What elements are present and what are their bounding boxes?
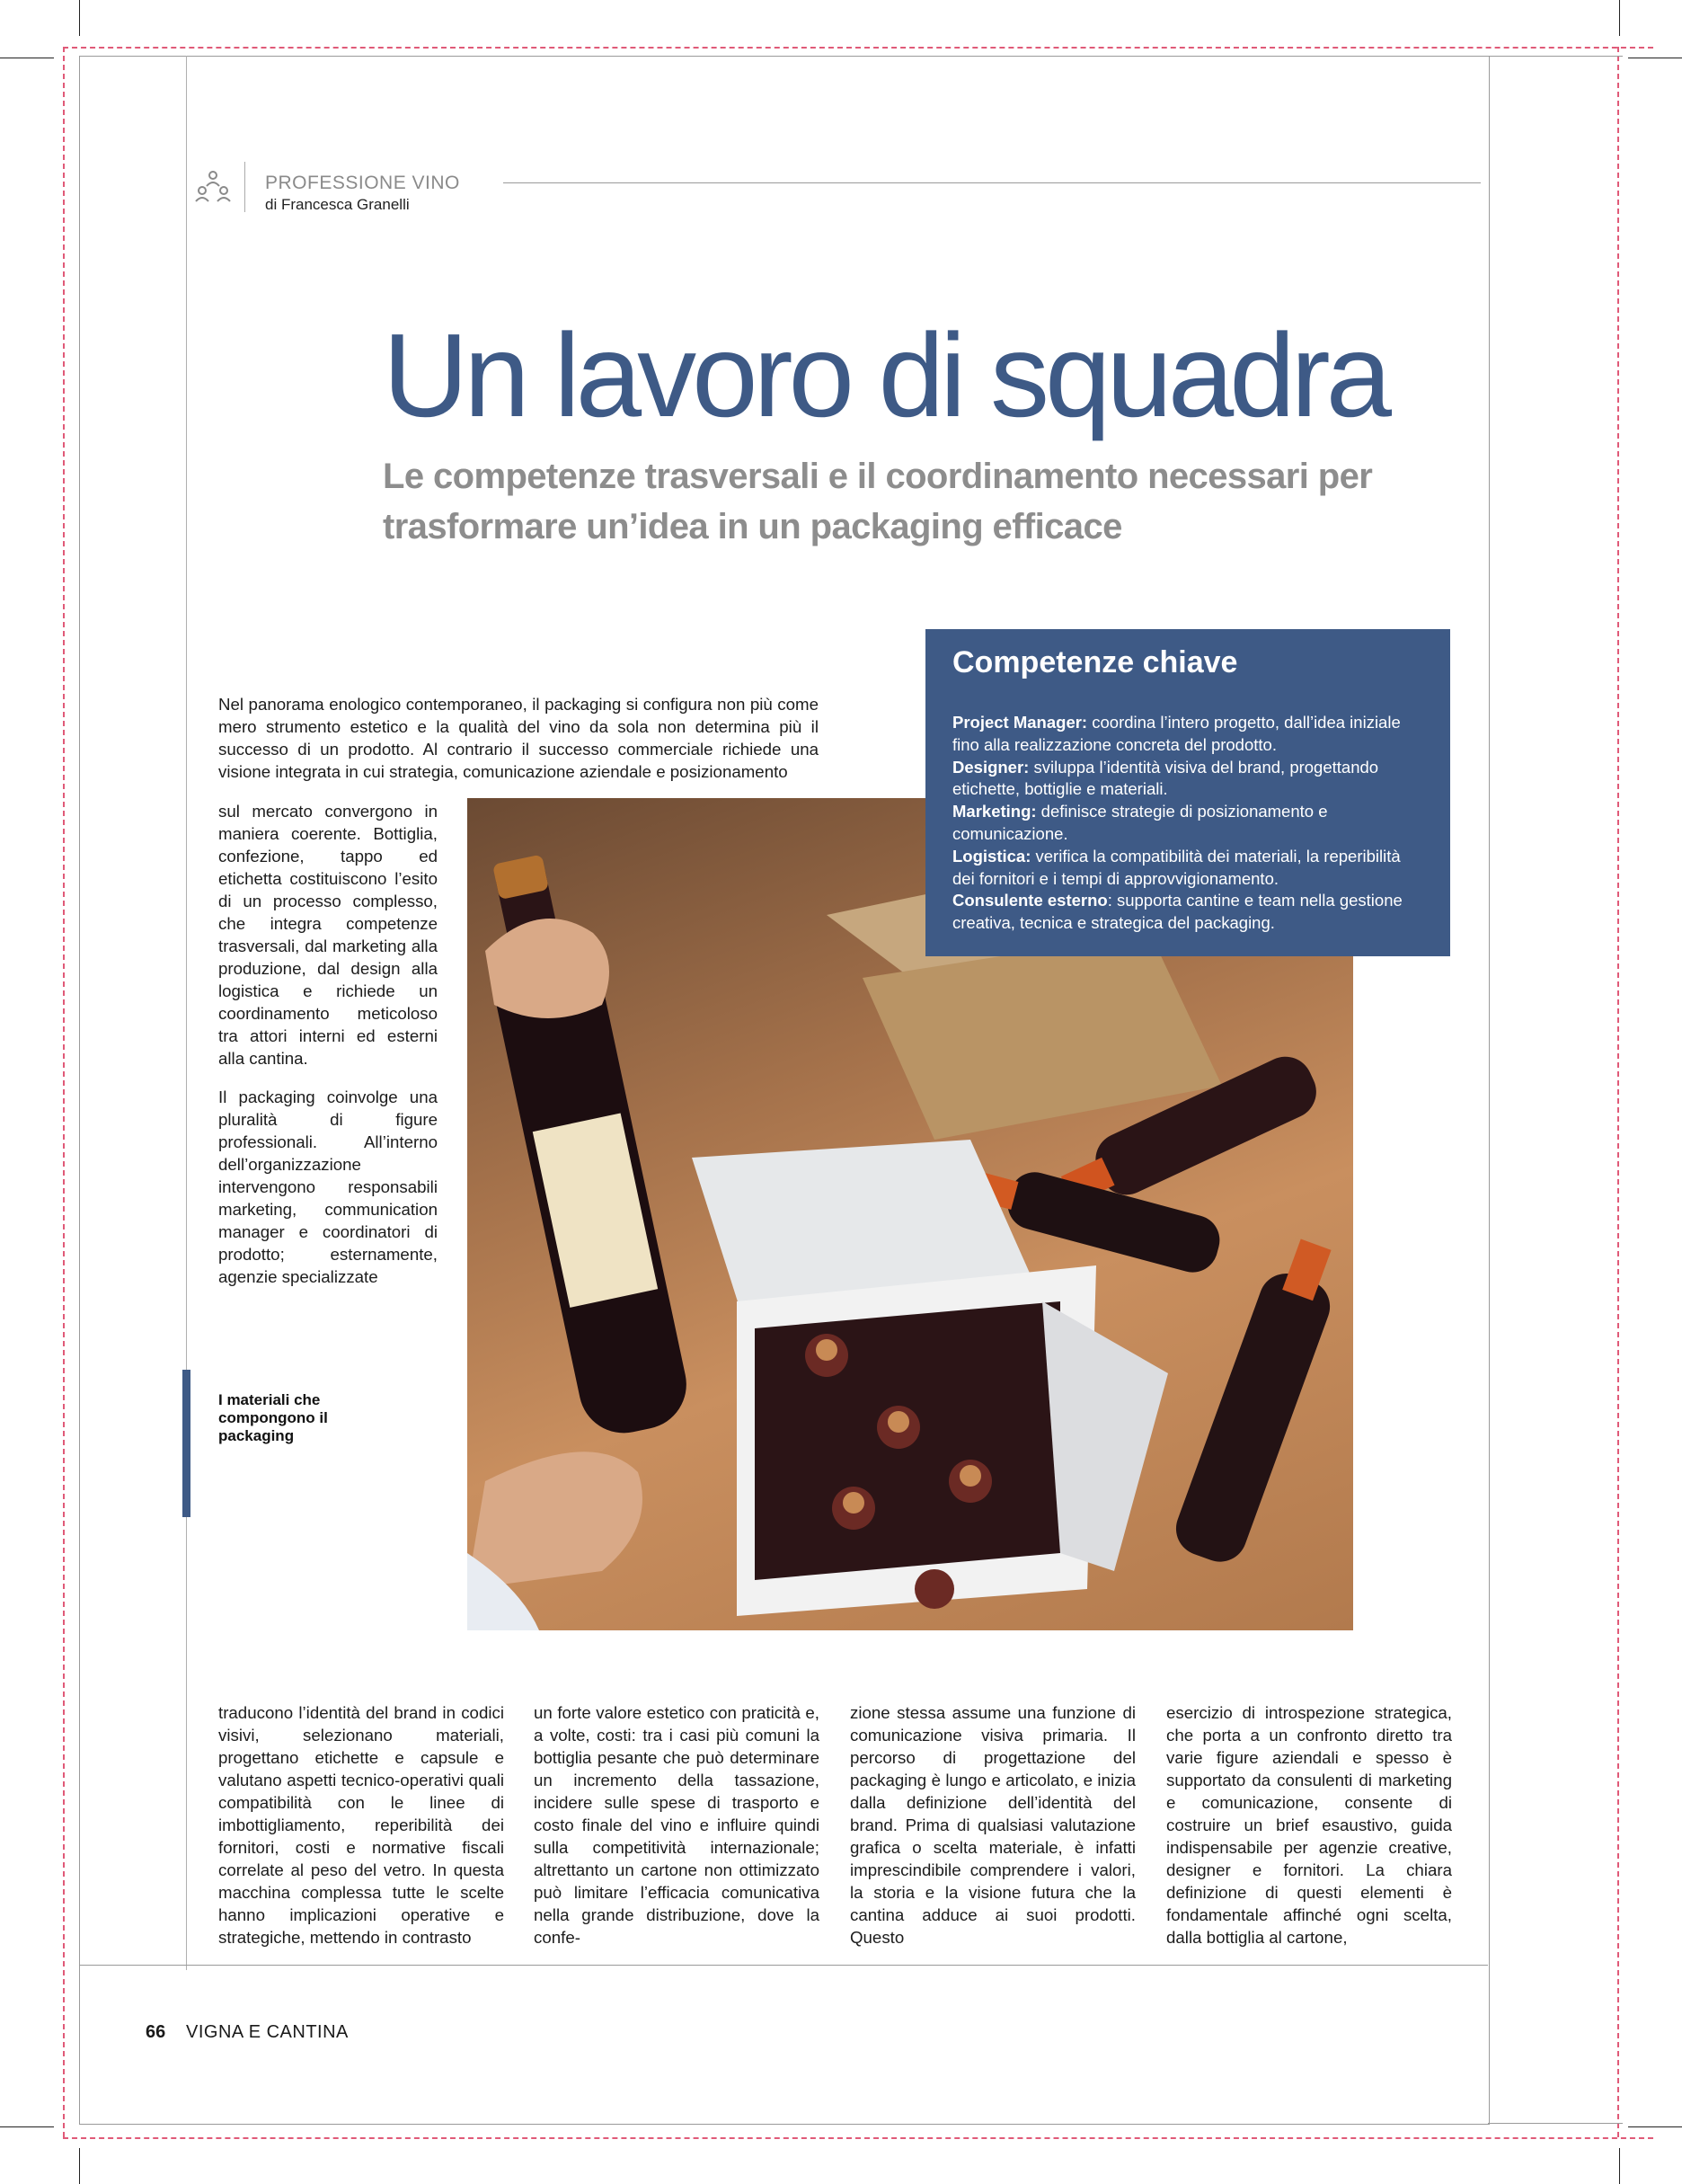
bleed-line-bottom [63, 2137, 1653, 2139]
skill-role: Logistica: [952, 846, 1031, 866]
magazine-name: VIGNA E CANTINA [186, 2022, 349, 2042]
body-column-3: zione stessa assume una funzione di comunicazione visiva primaria. Il percorso di progettazione del packaging è lungo e articolato, e inizia dalla definizione dell’identità del brand. Prima di qualsiasi valutazione grafica o scelta materiale, è infatti imprescindibile comprendere i valori, la storia e la visione futura che la cantina adduce ai suoi prodotti. Questo [850, 1703, 1136, 1947]
intro-text-2: Il packaging coinvolge una pluralità di figure professionali. All’interno dell’organizzazione intervengono responsabili marketing, communication manager e coordinatori di prodotto; esternamente, agenzie specializzate [218, 1088, 438, 1287]
skill-item [952, 757, 1427, 802]
page-rule [1488, 56, 1623, 57]
body-column-1: traducono l’identità del brand in codici visivi, selezionano materiali, progettano etichette e capsule e valutano aspetti tecnico-operativi quali compatibilità con le linee di imbottigliamento, reperibilità dei fornitori, costi e normative fiscali correlate al peso del vetro. In questa macchina complessa tutte le scelte hanno implicazioni operative e strategiche, mettendo in contrasto [218, 1703, 504, 1947]
header-rule [503, 182, 1481, 183]
article-title: Un lavoro di squadra [383, 309, 1388, 441]
skill-description: verifica la compatibilità dei materiali, la reperibilità dei fornitori e i tempi di approvvigionamento. [952, 846, 1401, 888]
intro-paragraph-continued [218, 783, 438, 1305]
page-rule [1488, 2123, 1623, 2124]
crop-mark [1619, 2148, 1620, 2184]
crop-mark [79, 0, 80, 36]
skill-item [952, 712, 1427, 757]
bleed-line-top [63, 47, 1653, 49]
header-divider [244, 162, 245, 212]
team-people-icon [194, 169, 232, 205]
skill-item [952, 846, 1427, 891]
skill-role: Consulente esterno [952, 891, 1108, 910]
key-skills-list [952, 712, 1427, 935]
author-byline: di Francesca Granelli [265, 196, 410, 213]
page-number: 66 [146, 2022, 166, 2042]
skill-description: : supporta cantine e team nella gestione creativa, tecnica e strategica del packaging. [952, 891, 1403, 933]
footer-rule [79, 1965, 1488, 1966]
skill-description: definisce strategie di posizionamento e comunicazione. [952, 802, 1328, 843]
intro-text-1: sul mercato convergono in maniera coerente. Bottiglia, confezione, tappo ed etichetta costituiscono l’esito di un processo complesso, che integra competenze trasversali, dal marketing alla produzione, dal design alla logistica e richiede un coordinamento meticoloso tra attori interni ed esterni alla cantina. [218, 801, 438, 1068]
skill-description: coordina l’intero progetto, dall’idea iniziale fino alla realizzazione concreta del prodotto. [952, 713, 1401, 754]
crop-mark [0, 2126, 54, 2127]
section-label: PROFESSIONE VINO [265, 173, 460, 193]
crop-mark [1619, 0, 1620, 36]
margin-rule [186, 56, 187, 1970]
article-subtitle: Le competenze trasversali e il coordinamento necessari per trasformare un’idea in un packaging efficace [383, 457, 1373, 546]
key-skills-box [925, 629, 1450, 956]
key-skills-title: Competenze chiave [952, 645, 1238, 679]
body-column-2: un forte valore estetico con praticità e, a volte, costi: tra i casi più comuni la bottiglia pesante che può determinare un incremento della tassazione, incidere sulle spese di trasporto e costo finale del vino e influire quindi sulla competitività internazionale; altrettanto un cartone non ottimizzato può limitare l’efficacia comunicativa nella grande distribuzione, dove la confe- [534, 1703, 819, 1947]
photo-caption: I materiali che compongono il packaging [218, 1391, 328, 1444]
skill-description: sviluppa l’identità visiva del brand, progettando etichette, bottiglie e materiali. [952, 757, 1379, 799]
skill-role: Designer: [952, 757, 1030, 777]
skill-item [952, 890, 1427, 935]
crop-mark [79, 2148, 80, 2184]
bleed-line-right [1617, 47, 1619, 2137]
skill-role: Marketing: [952, 802, 1037, 821]
caption-accent-bar [182, 1370, 190, 1517]
bleed-line-left [63, 47, 65, 2137]
skill-item [952, 801, 1427, 846]
skill-role: Project Manager: [952, 713, 1088, 732]
intro-paragraph: Nel panorama enologico contemporaneo, il packaging si configura non più come mero strumento estetico e la qualità del vino da sola non determina più il successo di un prodotto. Al contrario il successo commerciale richiede una visione integrata in cui strategia, comunicazione aziendale e posizionamento [218, 695, 819, 781]
section-icon [194, 169, 232, 205]
body-column-4: esercizio di introspezione strategica, che porta a un confronto diretto tra varie figure aziendali e spesso è supportato da consulenti di marketing e comunicazione, consente di costruire un brief esaustivo, guida indispensabile per agenzie creative, designer e fornitori. La chiara definizione di questi elementi è fondamentale affinché ogni scelta, dalla bottiglia al cartone, [1166, 1703, 1452, 1947]
crop-mark [1628, 2126, 1682, 2127]
